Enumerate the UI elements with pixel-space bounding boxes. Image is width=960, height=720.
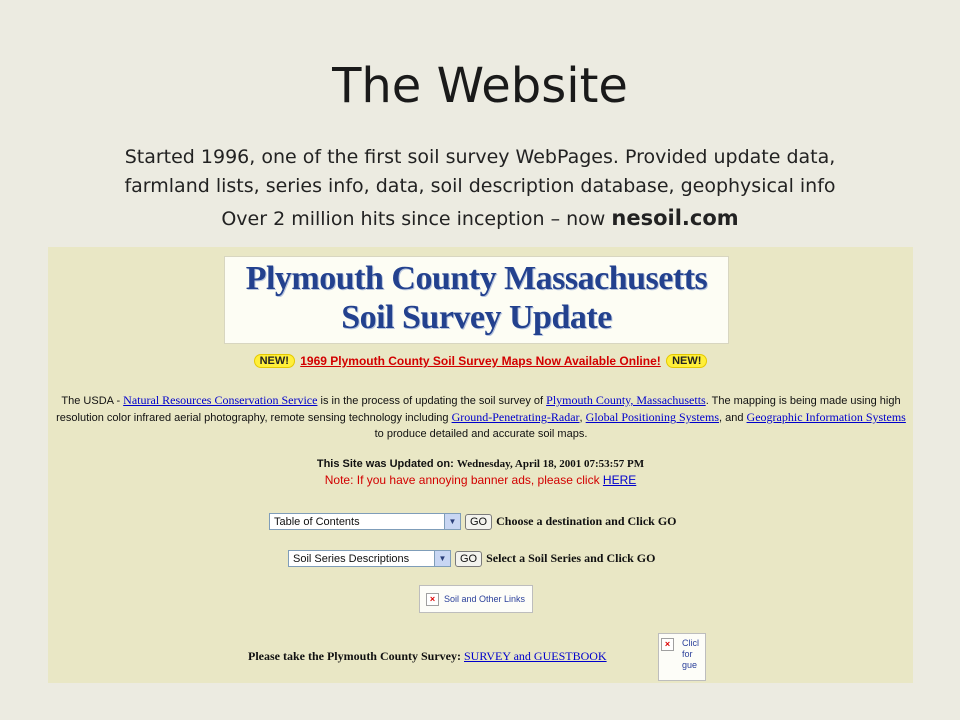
series-row [288,550,655,567]
series-select-value: Soil Series Descriptions [293,552,410,565]
para-text: . The mapping is being made using high resolution color infrared aerial photography, remote sensing technology including [56,395,901,424]
soil-links-image[interactable] [419,585,533,613]
toc-instruction-go: GO [657,514,677,528]
broken-image-icon: × [426,593,439,606]
gis-link[interactable]: Geographic Information Systems [746,410,906,424]
toc-instruction-text: Choose a destination and Click [496,514,658,528]
subtitle-line-2: farmland lists, series info, data, soil description database, geophysical info [124,175,836,197]
intro-paragraph [56,392,906,442]
banner-ads-note [48,473,913,487]
para-text: The USDA - [61,395,124,407]
plymouth-county-link[interactable]: Plymouth County, Massachusetts [546,393,706,407]
toc-instruction [496,514,676,529]
series-instruction-text: Select a Soil Series and Click [486,551,637,565]
guestbook-alt-text: Clicl for gue [682,638,699,670]
toc-select-value: Table of Contents [274,515,360,528]
subtitle-line-3 [0,206,960,230]
chevron-down-icon[interactable]: ▼ [444,514,460,529]
banner-note-here-link[interactable]: HERE [602,473,637,487]
subtitle-line-3-text: Over 2 million hits since inception – now [221,208,612,230]
toc-go-button[interactable]: GO [465,514,492,530]
updated-timestamp: Wednesday, April 18, 2001 07:53:57 PM [456,458,645,470]
new-maps-link[interactable]: 1969 Plymouth County Soil Survey Maps Now Available Online! [300,353,661,368]
broken-image-icon: × [661,638,674,651]
soil-series-select[interactable] [288,550,451,567]
survey-label: Please take the Plymouth County Survey: [248,649,464,663]
series-go-button[interactable]: GO [455,551,482,567]
toc-row [269,513,677,530]
soil-links-alt-text: Soil and Other Links [444,594,526,604]
website-screenshot [48,247,913,683]
guestbook-image[interactable] [658,633,706,681]
gpr-link[interactable]: Ground-Penetrating-Radar [451,410,580,424]
survey-prompt [248,649,607,664]
para-text: to produce detailed and accurate soil maps. [374,428,588,440]
banner-line-2: Soil Survey Update [341,299,612,336]
gps-link[interactable]: Global Positioning Systems [585,410,720,424]
new-badge-right: NEW! [666,354,707,368]
banner-line-1: Plymouth County Massachusetts [245,260,708,297]
new-badge-left: NEW! [254,354,295,368]
chevron-down-icon[interactable]: ▼ [434,551,450,566]
series-instruction-go: GO [636,551,656,565]
site-updated [48,458,913,470]
site-banner-logo [224,256,729,344]
updated-label: This Site was Updated on: [316,458,457,470]
survey-guestbook-link[interactable]: SURVEY and GUESTBOOK [464,649,607,663]
nrcs-link[interactable]: Natural Resources Conservation Service [123,393,318,407]
nesoil-domain: nesoil.com [611,206,739,230]
slide-title: The Website [332,58,628,114]
banner-note-text: Note: If you have annoying banner ads, please click [324,473,603,487]
toc-select[interactable] [269,513,461,530]
para-text: , and [719,412,747,424]
subtitle-line-1: Started 1996, one of the first soil survey WebPages. Provided update data, [124,146,836,168]
para-text: , [579,412,586,424]
new-maps-announcement [48,353,913,368]
para-text: is in the process of updating the soil survey of [317,395,547,407]
series-instruction [486,551,655,566]
